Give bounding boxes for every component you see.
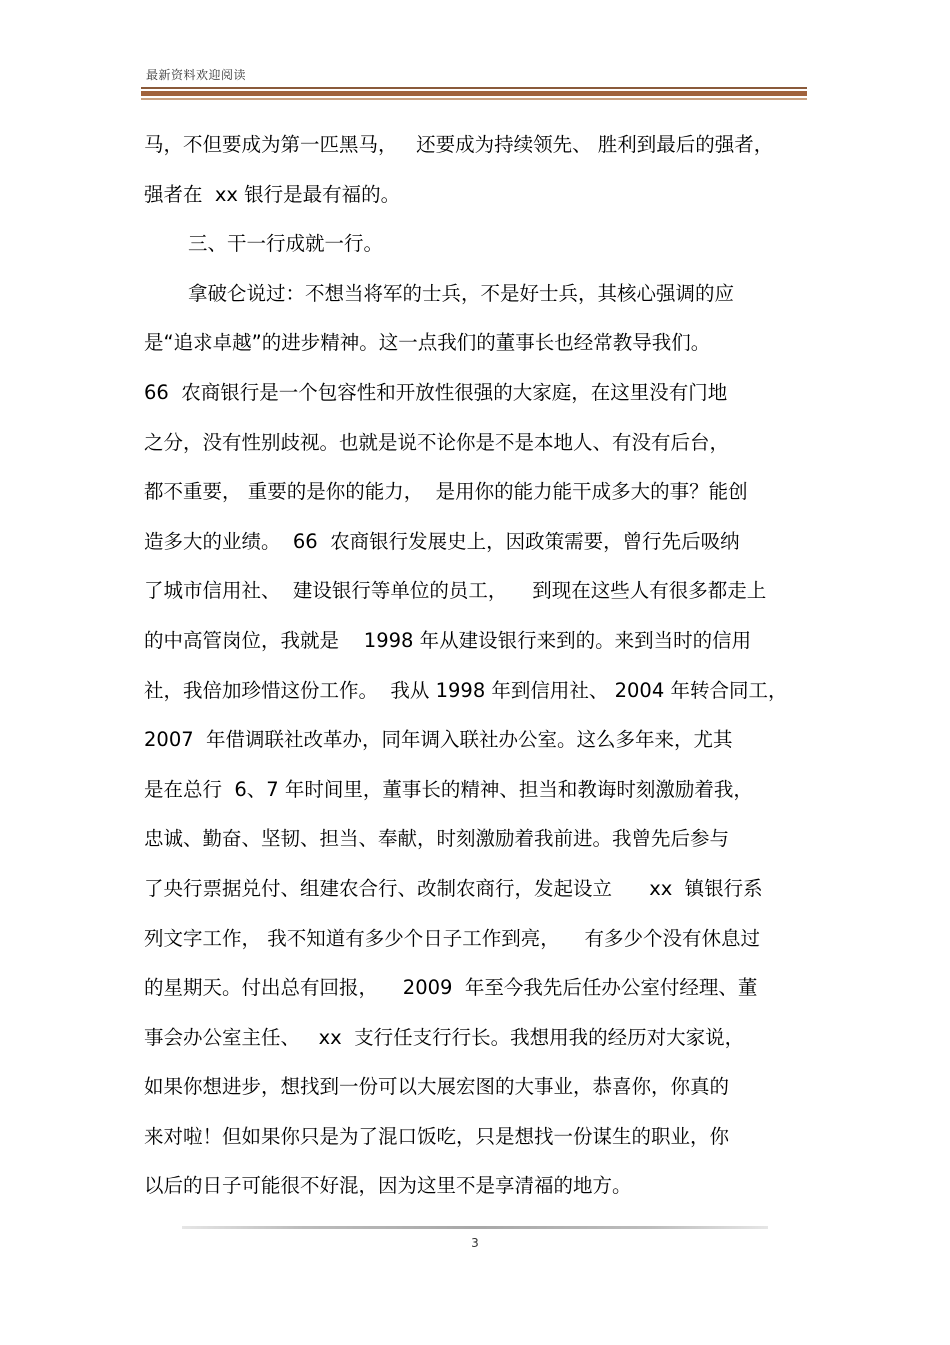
text-line: 2007 年借调联社改革办，同年调入联社办公室。这么多年来，尤其 (144, 728, 733, 752)
page-header: 最新资料欢迎阅读 (146, 68, 247, 82)
text-line: 66 农商银行是一个包容性和开放性很强的大家庭，在这里没有门地 (144, 380, 728, 404)
header-rule-top (141, 87, 807, 89)
text-line: 之分，没有性别歧视。也就是说不论你是不是本地人、有没有后台， (144, 430, 730, 454)
text-line: 强者在 xx 银行是最有福的。 (144, 182, 401, 206)
footer-rule (182, 1226, 768, 1229)
text-line: 列文字工作， 我不知道有多少个日子工作到亮， 有多少个没有休息过 (144, 926, 760, 950)
text-line: 事会办公室主任、 xx 支行任支行行长。我想用我的经历对大家说， (144, 1025, 745, 1049)
text-line: 都不重要， 重要的是你的能力， 是用你的能力能干成多大的事？能创 (144, 480, 748, 504)
text-line: 马，不但要成为第一匹黑马， 还要成为持续领先、 胜利到最后的强者， (144, 133, 774, 156)
text-line: 是“追求卓越”的进步精神。这一点我们的董事长也经常教导我们。 (144, 331, 711, 355)
text-line: 来对啦！但如果你只是为了混口饭吃，只是想找一份谋生的职业，你 (144, 1124, 730, 1148)
section-heading: 三、干一行成就一行。 (188, 232, 384, 256)
body-text (144, 120, 814, 1211)
text-line: 社，我倍加珍惜这份工作。 我从 1998 年到信用社、 2004 年转合同工， (144, 678, 788, 702)
text-line: 忠诚、勤奋、坚韧、担当、奉献，时刻激励着我前进。我曾先后参与 (144, 827, 730, 851)
text-line: 的中高管岗位，我就是 1998 年从建设银行来到的。来到当时的信用 (144, 628, 752, 652)
text-line: 了央行票据兑付、组建农合行、改制农商行，发起设立 xx 镇银行系 (144, 876, 763, 900)
text-line: 如果你想进步，想找到一份可以大展宏图的大事业，恭喜你，你真的 (144, 1075, 730, 1099)
text-line: 了城市信用社、 建设银行等单位的员工， 到现在这些人有很多都走上 (144, 579, 767, 603)
header-rule-bottom (141, 98, 807, 100)
text-line: 的星期天。付出总有回报， 2009 年至今我先后任办公室付经理、董 (144, 976, 758, 1000)
text-line: 以后的日子可能很不好混，因为这里不是享清福的地方。 (144, 1174, 632, 1198)
text-line: 拿破仑说过：不想当将军的士兵，不是好士兵，其核心强调的应 (188, 281, 735, 305)
header-rule-thick (141, 91, 807, 96)
text-line: 造多大的业绩。 66 农商银行发展史上，因政策需要，曾行先后吸纳 (144, 529, 740, 553)
text-line: 是在总行 6、7 年时间里，董事长的精神、担当和教诲时刻激励着我， (144, 777, 753, 801)
page-number: 3 (471, 1236, 479, 1250)
